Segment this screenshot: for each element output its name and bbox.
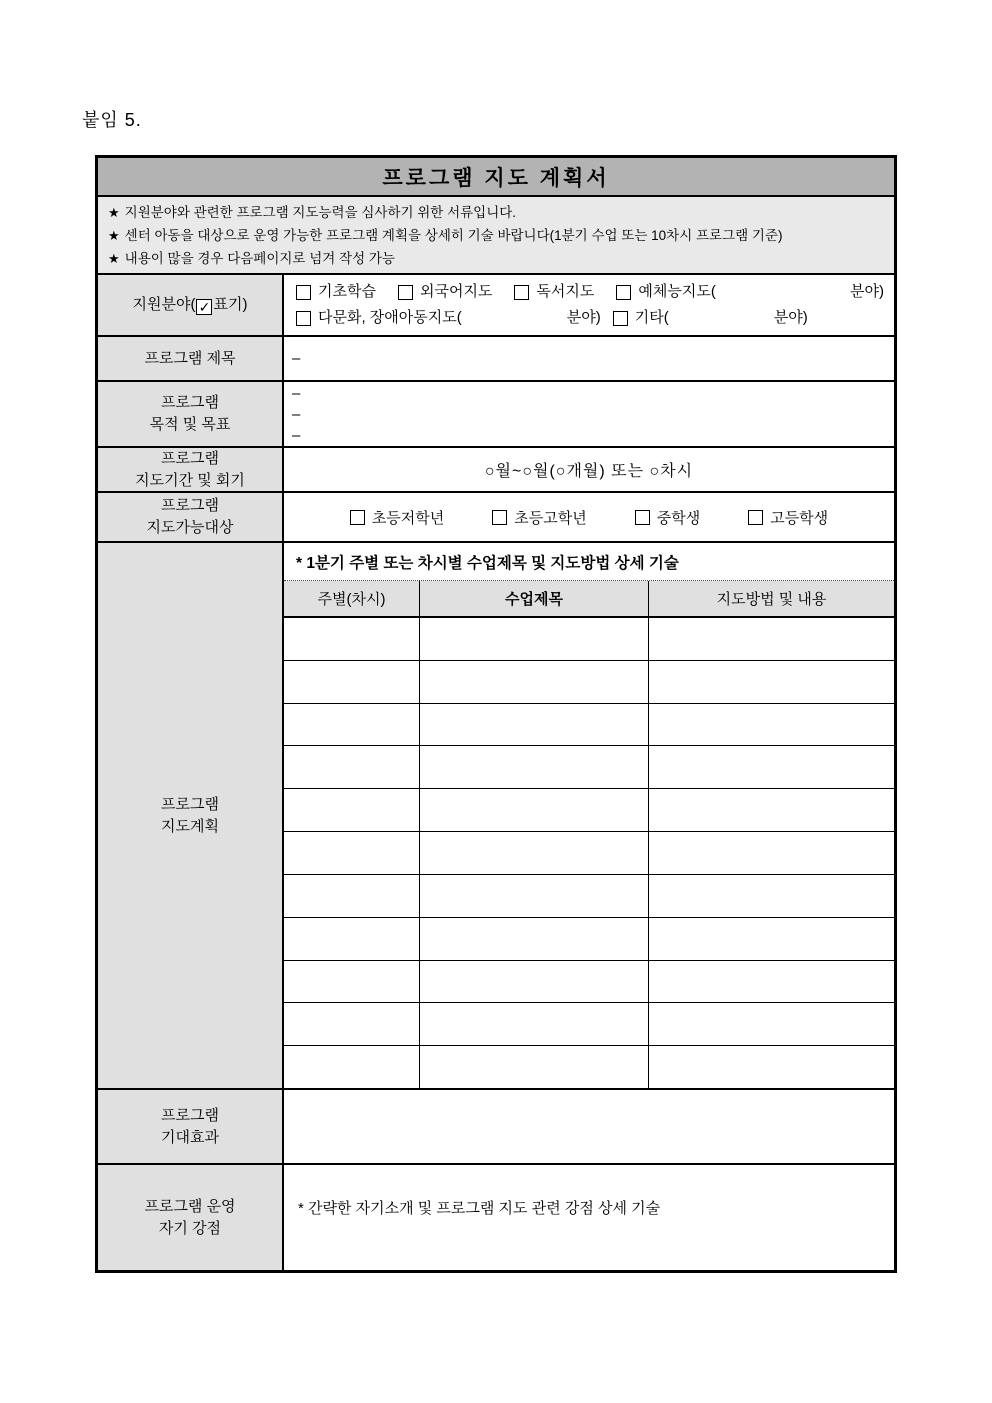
- plan-note-text: * 1분기 주별 또는 차시별 수업제목 및 지도방법 상세 기술: [296, 554, 679, 572]
- note-line: [108, 247, 886, 270]
- purpose-label: [98, 382, 284, 446]
- plan-cell-week[interactable]: [284, 832, 420, 874]
- checkbox-icon[interactable]: [398, 285, 413, 300]
- plan-cell-lesson-title[interactable]: [420, 704, 649, 746]
- option-label: 예체능지도(: [638, 283, 716, 300]
- label-text: 프로그램: [161, 394, 219, 411]
- checkbox-icon[interactable]: [350, 510, 365, 525]
- option-blank-suffix: 분야): [850, 283, 884, 300]
- plan-cell-week[interactable]: [284, 1046, 420, 1088]
- plan-cell-lesson-title[interactable]: [420, 1003, 649, 1045]
- star-icon: ★: [108, 250, 120, 266]
- note-text: 지원분야와 관련한 프로그램 지도능력을 심사하기 위한 서류입니다.: [124, 204, 517, 220]
- label-text: 지도기간 및 회기: [135, 471, 245, 489]
- plan-cell-week[interactable]: [284, 918, 420, 960]
- row-target: [98, 491, 894, 541]
- label-text: 프로그램 제목: [144, 349, 236, 367]
- program-plan-form: [95, 155, 897, 1273]
- plan-cell-method[interactable]: [649, 661, 894, 703]
- option-label: 초등고학년: [514, 509, 587, 527]
- plan-table-row: [284, 1045, 894, 1088]
- row-strengths: [98, 1163, 894, 1270]
- plan-table-row: [284, 618, 894, 660]
- plan-header-week: 주별(차시): [284, 581, 420, 616]
- note-line: [108, 224, 886, 247]
- program-title-field[interactable]: [284, 337, 894, 380]
- plan-cell-method[interactable]: [649, 1046, 894, 1088]
- plan-note: [284, 543, 894, 581]
- plan-table: [284, 543, 894, 1088]
- label-text: 기대효과: [161, 1128, 219, 1146]
- plan-cell-lesson-title[interactable]: [420, 875, 649, 917]
- plan-cell-week[interactable]: [284, 789, 420, 831]
- plan-cell-lesson-title[interactable]: [420, 746, 649, 788]
- plan-table-row: [284, 831, 894, 874]
- label-text: 프로그램: [161, 795, 219, 813]
- option-label: 독서지도: [536, 283, 595, 300]
- note-text: 센터 아동을 대상으로 운영 가능한 프로그램 계획을 상세히 기술 바랍니다(1분기 수업 또는 10차시 프로그램 기준): [124, 227, 783, 243]
- plan-label: [98, 543, 284, 1088]
- plan-cell-method[interactable]: [649, 918, 894, 960]
- form-title-bar: [98, 158, 894, 195]
- plan-cell-lesson-title[interactable]: [420, 1046, 649, 1088]
- option-label: 초등저학년: [371, 509, 445, 527]
- plan-cell-week[interactable]: [284, 618, 420, 660]
- row-expected-effects: [98, 1088, 894, 1163]
- option-label: 다문화, 장애아동지도(: [318, 309, 462, 326]
- checkbox-icon[interactable]: [748, 510, 763, 525]
- plan-table-row: [284, 917, 894, 960]
- option-label: 기초학습: [318, 283, 376, 300]
- plan-cell-lesson-title[interactable]: [420, 961, 649, 1003]
- checkbox-icon[interactable]: [296, 311, 311, 326]
- strengths-note-text: * 간략한 자기소개 및 프로그램 지도 관련 강점 상세 기술: [298, 1200, 661, 1217]
- support-field-label: [98, 275, 284, 335]
- star-icon: ★: [108, 204, 120, 220]
- plan-cell-method[interactable]: [649, 789, 894, 831]
- expected-effects-label: [98, 1090, 284, 1163]
- row-program-title: [98, 335, 894, 380]
- checkbox-icon[interactable]: [635, 510, 650, 525]
- option-label: 고등학생: [770, 509, 829, 527]
- placeholder-dash: –: [292, 350, 301, 367]
- period-field[interactable]: [284, 448, 894, 491]
- support-options-line1: [296, 279, 884, 305]
- checkbox-icon[interactable]: [613, 311, 628, 326]
- placeholder-dash: –: [292, 405, 301, 423]
- option-high-school: [748, 507, 828, 528]
- row-support-field: [98, 273, 894, 335]
- star-icon: ★: [108, 227, 120, 243]
- expected-effects-field[interactable]: [284, 1090, 894, 1163]
- option-label: 중학생: [656, 509, 701, 527]
- row-purpose: [98, 380, 894, 446]
- row-period: [98, 446, 894, 491]
- plan-cell-week[interactable]: [284, 746, 420, 788]
- plan-table-row: [284, 703, 894, 746]
- option-foreign-language: [398, 279, 492, 305]
- plan-table-header: [284, 581, 894, 618]
- plan-cell-lesson-title[interactable]: [420, 661, 649, 703]
- target-options: [284, 493, 894, 541]
- label-text: 프로그램: [161, 1106, 219, 1124]
- option-basic-learning: [296, 279, 376, 305]
- checkbox-icon[interactable]: [616, 285, 631, 300]
- checked-checkbox-icon: [196, 299, 212, 315]
- option-reading: [514, 279, 594, 305]
- label-text: 프로그램 운영: [144, 1197, 236, 1215]
- checkbox-icon[interactable]: [296, 285, 311, 300]
- plan-header-lesson-title: 수업제목: [420, 581, 649, 616]
- option-blank-suffix: 분야): [566, 309, 601, 326]
- check-icon: ✓: [198, 299, 211, 315]
- support-label-suffix: 표기): [213, 296, 248, 313]
- label-text: 자기 강점: [158, 1219, 222, 1237]
- plan-cell-week[interactable]: [284, 961, 420, 1003]
- support-options-line2: [296, 305, 884, 331]
- placeholder-dash: –: [292, 384, 301, 402]
- attachment-label: 붙임 5.: [82, 110, 142, 130]
- strengths-label: [98, 1165, 284, 1270]
- plan-table-row: [284, 960, 894, 1003]
- plan-table-body: [284, 618, 894, 1088]
- label-text: 프로그램: [161, 449, 219, 467]
- plan-table-row: [284, 1002, 894, 1045]
- plan-table-row: [284, 745, 894, 788]
- period-placeholder: ○월~○월(○개월) 또는 ○차시: [484, 463, 694, 480]
- plan-cell-week[interactable]: [284, 875, 420, 917]
- note-line: [108, 201, 886, 224]
- option-blank-suffix: 분야): [773, 309, 808, 326]
- checkbox-icon[interactable]: [492, 510, 507, 525]
- plan-cell-method[interactable]: [649, 875, 894, 917]
- plan-table-row: [284, 788, 894, 831]
- option-elementary-upper: [492, 507, 586, 528]
- target-label: [98, 493, 284, 541]
- program-title-label: [98, 337, 284, 380]
- plan-cell-week[interactable]: [284, 704, 420, 746]
- plan-cell-method[interactable]: [649, 746, 894, 788]
- plan-cell-lesson-title[interactable]: [420, 832, 649, 874]
- plan-cell-method[interactable]: [649, 618, 894, 660]
- plan-cell-method[interactable]: [649, 961, 894, 1003]
- plan-cell-method[interactable]: [649, 704, 894, 746]
- plan-header-method: 지도방법 및 내용: [716, 591, 827, 608]
- label-text: 프로그램: [161, 497, 219, 514]
- plan-cell-week[interactable]: [284, 1003, 420, 1045]
- target-options-line: [284, 507, 894, 528]
- plan-cell-method[interactable]: [649, 1003, 894, 1045]
- checkbox-icon[interactable]: [514, 285, 529, 300]
- label-text: 지도계획: [161, 817, 219, 835]
- plan-cell-lesson-title[interactable]: [420, 618, 649, 660]
- plan-cell-method[interactable]: [649, 832, 894, 874]
- option-elementary-lower: [350, 507, 444, 528]
- form-title: 프로그램 지도 계획서: [382, 166, 610, 190]
- plan-table-row: [284, 660, 894, 703]
- option-other: [613, 305, 808, 331]
- placeholder-dash: –: [292, 426, 301, 444]
- option-multicultural: [296, 305, 601, 331]
- label-text: 목적 및 목표: [149, 416, 231, 433]
- plan-cell-lesson-title[interactable]: [420, 789, 649, 831]
- plan-table-row: [284, 874, 894, 917]
- plan-cell-lesson-title[interactable]: [420, 918, 649, 960]
- notes-section: [98, 195, 894, 273]
- row-plan: [98, 541, 894, 1088]
- support-label-prefix: 지원분야(: [132, 296, 196, 313]
- purpose-field[interactable]: [284, 382, 894, 446]
- option-arts-sports: [616, 279, 884, 305]
- strengths-field[interactable]: [284, 1165, 894, 1270]
- label-text: 지도가능대상: [146, 519, 234, 536]
- period-label: [98, 448, 284, 491]
- option-label: 기타(: [634, 309, 669, 326]
- option-label: 외국어지도: [419, 283, 493, 300]
- note-text: 내용이 많을 경우 다음페이지로 넘겨 작성 가능: [124, 250, 395, 266]
- plan-cell-week[interactable]: [284, 661, 420, 703]
- option-middle-school: [635, 507, 700, 528]
- support-field-options: [284, 275, 894, 335]
